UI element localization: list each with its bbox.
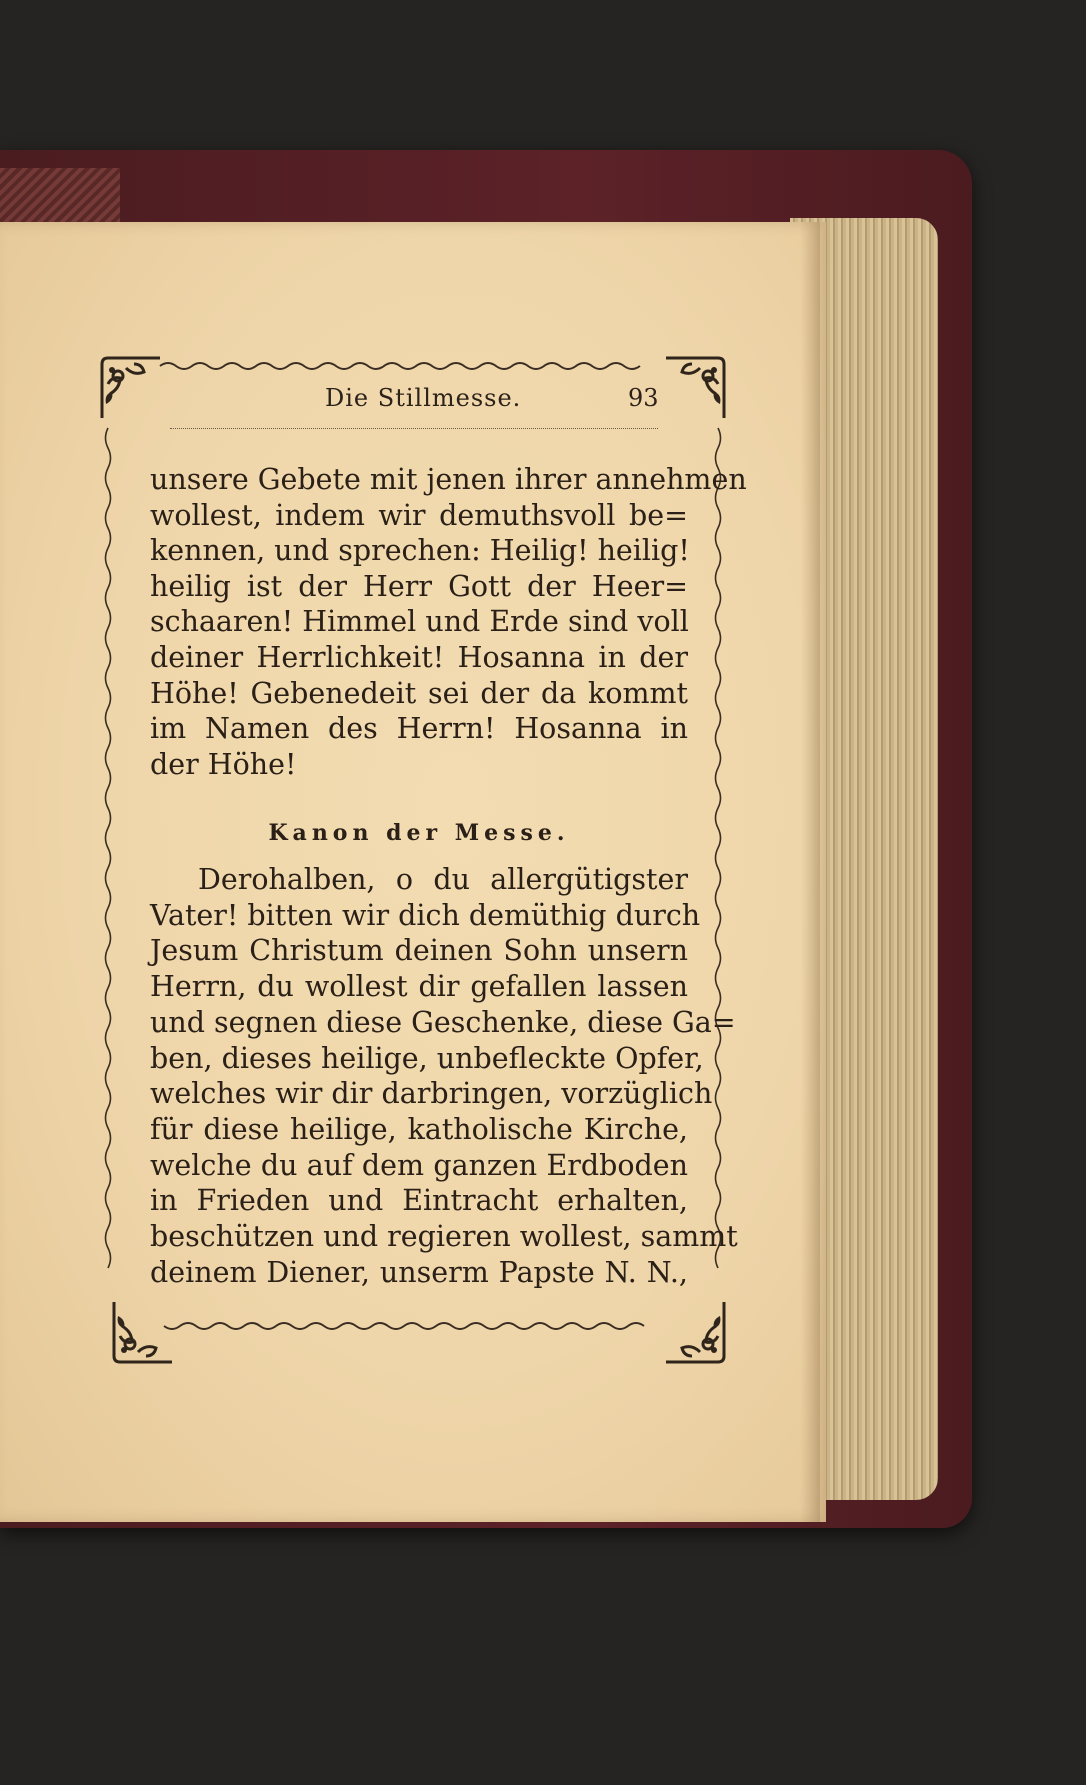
text-line: Höhe! Gebenedeit sei der da kommt [150,676,688,710]
text-line: Vater! bitten wir dich demüthig durch [150,898,701,932]
text-line: beschützen und regieren wollest, sammt [150,1220,738,1254]
text-line: deiner Herrlichkeit! Hosanna in der [150,640,688,674]
text-line: heilig ist der Herr Gott der Heer= [150,569,688,603]
section-heading: Kanon der Messe. [268,820,570,846]
text-line: im Namen des Herrn! Hosanna in [150,712,688,746]
page-number: 93 [628,384,659,412]
text-line: für diese heilige, katholische Kirche, [150,1112,688,1146]
text-line: ben, dieses heilige, unbefleckte Opfer, [150,1041,704,1075]
text-line: der Höhe! [150,747,297,781]
header-dotted-rule [170,428,658,429]
paragraph-sanctus [150,462,747,782]
corner-ornament-bottom-left [108,1296,178,1366]
running-head [100,384,720,424]
text-line: unsere Gebete mit jenen ihrer annehmen [150,463,747,496]
text-line: welches wir dir darbringen, vorzüglich [150,1077,713,1111]
text-line: Derohalben, o du allergütigster [198,863,688,896]
text-line: Herrn, du wollest dir gefallen lassen [150,970,688,1004]
page-gutter-shadow [800,222,820,1522]
text-line: wollest, indem wir demuthsvoll be= [150,498,688,532]
text-line: kennen, und sprechen: Heilig! heilig! [150,534,690,568]
paragraph-canon [150,862,738,1290]
corner-ornament-bottom-right [660,1296,730,1366]
text-line: Jesum Christum deinen Sohn unsern [150,934,688,968]
text-line: in Frieden und Eintracht erhalten, [150,1184,688,1218]
text-line: deinem Diener, unserm Papste N. N., [150,1255,688,1289]
text-line: und segnen diese Geschenke, diese Ga= [150,1005,736,1039]
running-title: Die Stillmesse. [325,384,522,412]
text-line: schaaren! Himmel und Erde sind voll [150,605,689,639]
spine-cloth [0,168,120,226]
text-line: welche du auf dem ganzen Erdboden [150,1148,688,1182]
